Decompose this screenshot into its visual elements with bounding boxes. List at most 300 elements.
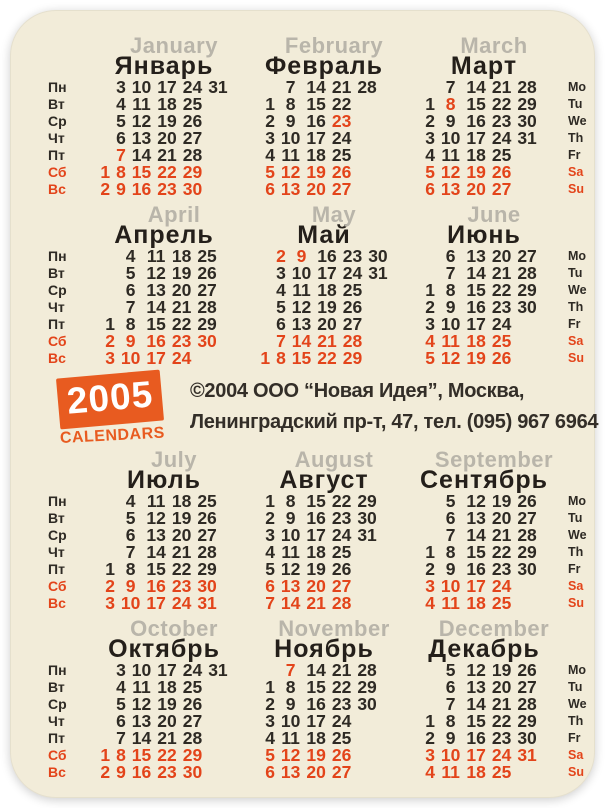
day-cell: 11 bbox=[292, 280, 311, 300]
day-cell: 10 bbox=[440, 745, 461, 765]
day-cell: 17 bbox=[157, 660, 177, 680]
day-cell: 23 bbox=[342, 246, 363, 266]
day-cell: 13 bbox=[466, 246, 486, 266]
day-cell: 9 bbox=[125, 576, 136, 596]
day-cell bbox=[220, 282, 226, 299]
day-cell: 7 bbox=[285, 660, 296, 680]
day-cell: 26 bbox=[182, 111, 203, 131]
day-cell: 3 bbox=[265, 128, 275, 148]
day-cell: 21 bbox=[491, 263, 512, 283]
day-cell: 27 bbox=[517, 677, 537, 697]
day-cell: 12 bbox=[146, 263, 166, 283]
day-cell: 19 bbox=[171, 508, 192, 528]
weekday-label-en: Fr bbox=[568, 562, 581, 576]
day-cell: 14 bbox=[131, 728, 152, 748]
weekday-label-ru: Сб bbox=[48, 333, 67, 349]
day-cell: 17 bbox=[466, 314, 486, 334]
weekday-label-ru: Сб bbox=[48, 164, 67, 180]
day-cell: 15 bbox=[466, 94, 486, 114]
day-cell: 13 bbox=[280, 762, 301, 782]
day-cell: 2 bbox=[100, 762, 111, 782]
day-cell: 11 bbox=[281, 145, 300, 165]
weekday-label-en: Mo bbox=[568, 663, 587, 677]
day-cell: 16 bbox=[131, 179, 152, 199]
day-cell bbox=[354, 96, 379, 113]
month-grid bbox=[102, 248, 226, 367]
day-cell: 20 bbox=[491, 677, 512, 697]
month-name-ru: Май bbox=[297, 221, 351, 249]
day-cell bbox=[205, 181, 230, 198]
day-cell bbox=[540, 350, 546, 367]
day-cell: 2 bbox=[100, 179, 111, 199]
day-cell: 4 bbox=[265, 145, 275, 165]
day-cell: 8 bbox=[116, 745, 126, 765]
day-cell: 10 bbox=[440, 128, 461, 148]
day-cell bbox=[380, 79, 386, 96]
day-cell: 27 bbox=[517, 246, 537, 266]
day-cell: 3 bbox=[116, 660, 126, 680]
day-cell: 3 bbox=[425, 745, 435, 765]
day-cell bbox=[540, 713, 546, 730]
weekday-label-en: Tu bbox=[568, 266, 583, 280]
day-cell: 23 bbox=[157, 762, 177, 782]
weekday-label-ru: Чт bbox=[48, 713, 65, 729]
day-cell bbox=[540, 679, 546, 696]
day-cell: 29 bbox=[342, 348, 363, 368]
day-cell: 17 bbox=[466, 576, 486, 596]
day-cell: 16 bbox=[131, 762, 152, 782]
day-cell: 4 bbox=[125, 246, 136, 266]
day-cell bbox=[220, 493, 226, 510]
day-cell: 1 bbox=[425, 94, 435, 114]
day-cell: 31 bbox=[368, 263, 388, 283]
day-cell: 6 bbox=[445, 508, 456, 528]
day-cell bbox=[365, 282, 390, 299]
month-grid bbox=[422, 248, 546, 367]
weekday-labels-en bbox=[564, 205, 598, 367]
day-cell bbox=[380, 164, 386, 181]
day-cell: 9 bbox=[445, 559, 456, 579]
day-cell: 14 bbox=[131, 145, 152, 165]
day-cell: 18 bbox=[306, 542, 326, 562]
day-cell bbox=[257, 282, 273, 299]
month-week-row bbox=[97, 764, 230, 781]
day-cell bbox=[194, 350, 219, 367]
day-cell: 12 bbox=[466, 660, 486, 680]
day-cell bbox=[102, 493, 118, 510]
month-grid bbox=[422, 493, 546, 612]
day-cell bbox=[205, 713, 230, 730]
day-cell bbox=[102, 265, 118, 282]
day-cell: 25 bbox=[491, 145, 512, 165]
weekday-label-ru: Вт bbox=[48, 510, 65, 526]
weekday-label-en: Sa bbox=[568, 334, 584, 348]
day-cell: 2 bbox=[425, 297, 435, 317]
day-cell: 10 bbox=[291, 263, 312, 283]
day-cell: 3 bbox=[105, 593, 115, 613]
day-cell: 23 bbox=[331, 508, 352, 528]
day-cell: 31 bbox=[208, 660, 228, 680]
day-cell bbox=[205, 96, 230, 113]
month-name-en: July bbox=[150, 447, 198, 472]
day-cell: 8 bbox=[445, 711, 456, 731]
weekday-label-en: Tu bbox=[568, 680, 583, 694]
day-cell: 24 bbox=[171, 348, 192, 368]
day-cell bbox=[380, 730, 386, 747]
day-cell bbox=[220, 248, 226, 265]
day-cell: 11 bbox=[441, 331, 460, 351]
weekday-label-en: Sa bbox=[568, 748, 584, 762]
day-cell: 6 bbox=[265, 762, 275, 782]
day-cell: 4 bbox=[116, 94, 126, 114]
day-cell: 24 bbox=[182, 660, 203, 680]
month-name-ru: Октябрь bbox=[108, 635, 220, 663]
day-cell bbox=[540, 130, 546, 147]
calendar-card bbox=[10, 10, 599, 798]
day-cell: 22 bbox=[491, 94, 512, 114]
day-cell bbox=[205, 130, 230, 147]
month-week-row bbox=[102, 595, 226, 612]
day-cell: 23 bbox=[491, 297, 512, 317]
weekday-labels-ru bbox=[48, 36, 84, 198]
month-grid bbox=[97, 662, 230, 781]
day-cell bbox=[540, 493, 546, 510]
day-cell: 1 bbox=[265, 491, 275, 511]
day-cell bbox=[102, 248, 118, 265]
day-cell: 2 bbox=[265, 508, 275, 528]
months-row bbox=[84, 33, 564, 199]
month-name-ru: Декабрь bbox=[428, 635, 540, 663]
day-cell: 5 bbox=[265, 559, 275, 579]
day-cell: 26 bbox=[491, 162, 512, 182]
day-cell: 18 bbox=[466, 145, 486, 165]
weekday-label-ru: Сб bbox=[48, 747, 67, 763]
day-cell: 22 bbox=[331, 491, 352, 511]
day-cell: 31 bbox=[208, 77, 228, 97]
day-cell bbox=[257, 299, 273, 316]
day-cell: 12 bbox=[280, 559, 301, 579]
day-cell: 19 bbox=[157, 111, 177, 131]
month-november bbox=[244, 616, 404, 782]
day-cell: 30 bbox=[357, 694, 377, 714]
day-cell: 29 bbox=[517, 280, 537, 300]
day-cell: 23 bbox=[171, 576, 192, 596]
day-cell: 24 bbox=[491, 128, 512, 148]
day-cell: 14 bbox=[466, 525, 486, 545]
day-cell: 20 bbox=[157, 711, 177, 731]
year-badge-plate bbox=[56, 370, 164, 430]
day-cell bbox=[354, 764, 379, 781]
day-cell: 19 bbox=[466, 162, 486, 182]
day-cell bbox=[205, 679, 230, 696]
day-cell: 22 bbox=[491, 711, 512, 731]
day-cell: 5 bbox=[116, 694, 126, 714]
day-cell: 15 bbox=[306, 94, 326, 114]
day-cell: 22 bbox=[157, 745, 177, 765]
day-cell bbox=[257, 316, 273, 333]
month-name-en: March bbox=[460, 33, 528, 58]
day-cell bbox=[540, 248, 546, 265]
day-cell: 25 bbox=[491, 331, 512, 351]
day-cell: 11 bbox=[146, 491, 166, 511]
day-cell: 22 bbox=[171, 559, 192, 579]
day-cell: 12 bbox=[146, 508, 166, 528]
day-cell: 15 bbox=[131, 162, 152, 182]
weekday-label-en: Th bbox=[568, 545, 584, 559]
day-cell: 16 bbox=[466, 728, 486, 748]
day-cell: 5 bbox=[265, 162, 275, 182]
day-cell bbox=[540, 299, 546, 316]
weekday-label-ru: Пт bbox=[48, 316, 65, 332]
day-cell: 28 bbox=[357, 660, 377, 680]
weekday-label-en: We bbox=[568, 528, 587, 542]
day-cell: 14 bbox=[466, 694, 486, 714]
day-cell: 3 bbox=[265, 711, 275, 731]
day-cell: 1 bbox=[105, 314, 115, 334]
day-cell: 15 bbox=[306, 677, 326, 697]
month-grid bbox=[262, 662, 386, 781]
day-cell bbox=[540, 79, 546, 96]
weekday-label-ru: Вт bbox=[48, 96, 65, 112]
day-cell: 6 bbox=[116, 128, 126, 148]
day-cell: 16 bbox=[306, 508, 326, 528]
day-cell: 16 bbox=[306, 694, 326, 714]
day-cell: 25 bbox=[491, 593, 512, 613]
day-cell: 23 bbox=[491, 559, 512, 579]
day-cell bbox=[540, 595, 546, 612]
day-cell: 13 bbox=[280, 179, 301, 199]
day-cell: 12 bbox=[466, 491, 486, 511]
day-cell: 18 bbox=[171, 246, 192, 266]
day-cell bbox=[514, 147, 539, 164]
month-grid bbox=[422, 79, 546, 198]
day-cell bbox=[354, 181, 379, 198]
month-week-row bbox=[102, 350, 226, 367]
day-cell: 20 bbox=[306, 762, 326, 782]
day-cell: 6 bbox=[125, 280, 136, 300]
day-cell bbox=[380, 662, 386, 679]
day-cell: 29 bbox=[517, 711, 537, 731]
day-cell: 28 bbox=[342, 331, 363, 351]
day-cell: 7 bbox=[445, 263, 456, 283]
day-cell: 13 bbox=[131, 128, 152, 148]
day-cell: 11 bbox=[441, 762, 460, 782]
day-cell: 3 bbox=[425, 576, 435, 596]
weekday-label-ru: Ср bbox=[48, 696, 67, 712]
day-cell bbox=[540, 333, 546, 350]
weekday-label-ru: Ср bbox=[48, 527, 67, 543]
day-cell bbox=[380, 130, 386, 147]
day-cell: 8 bbox=[276, 348, 286, 368]
day-cell bbox=[365, 333, 390, 350]
month-february bbox=[244, 33, 404, 199]
day-cell bbox=[540, 561, 546, 578]
month-week-row bbox=[422, 181, 546, 198]
day-cell: 22 bbox=[331, 94, 352, 114]
weekday-label-ru: Чт bbox=[48, 130, 65, 146]
day-cell bbox=[540, 316, 546, 333]
day-cell: 26 bbox=[182, 694, 203, 714]
day-cell: 1 bbox=[425, 711, 435, 731]
day-cell: 9 bbox=[285, 111, 296, 131]
day-cell: 25 bbox=[331, 542, 352, 562]
day-cell bbox=[380, 578, 386, 595]
day-cell: 14 bbox=[466, 77, 486, 97]
day-cell: 25 bbox=[197, 246, 217, 266]
day-cell: 4 bbox=[425, 331, 435, 351]
weekday-labels-ru bbox=[48, 205, 84, 367]
day-cell: 11 bbox=[132, 94, 151, 114]
day-cell: 6 bbox=[425, 179, 435, 199]
day-cell: 26 bbox=[331, 745, 352, 765]
day-cell: 26 bbox=[491, 348, 512, 368]
day-cell: 21 bbox=[171, 297, 192, 317]
months-row bbox=[84, 616, 564, 782]
weekday-label-ru: Ср bbox=[48, 282, 67, 298]
day-cell bbox=[354, 713, 379, 730]
day-cell: 30 bbox=[517, 559, 537, 579]
day-cell bbox=[540, 730, 546, 747]
day-cell: 13 bbox=[146, 525, 166, 545]
day-cell bbox=[380, 113, 386, 130]
day-cell: 28 bbox=[517, 694, 537, 714]
weekday-label-en: Sa bbox=[568, 165, 584, 179]
day-cell bbox=[205, 113, 230, 130]
day-cell: 29 bbox=[182, 162, 203, 182]
day-cell: 27 bbox=[491, 179, 512, 199]
day-cell: 8 bbox=[285, 677, 296, 697]
day-cell bbox=[380, 544, 386, 561]
day-cell: 24 bbox=[331, 525, 352, 545]
day-cell bbox=[514, 350, 539, 367]
day-cell: 13 bbox=[466, 508, 486, 528]
day-cell: 12 bbox=[440, 348, 461, 368]
publisher-line2: Ленинградский пр-т, 47, тел. (095) 967 6964 bbox=[190, 411, 599, 433]
day-cell bbox=[380, 764, 386, 781]
day-cell: 28 bbox=[331, 593, 352, 613]
day-cell: 12 bbox=[131, 694, 152, 714]
day-cell: 7 bbox=[445, 525, 456, 545]
day-cell bbox=[220, 561, 226, 578]
day-cell: 22 bbox=[491, 280, 512, 300]
day-cell: 4 bbox=[425, 593, 435, 613]
day-cell: 17 bbox=[306, 525, 326, 545]
day-cell bbox=[257, 248, 273, 265]
day-cell: 25 bbox=[331, 145, 352, 165]
day-cell: 29 bbox=[517, 542, 537, 562]
day-cell: 27 bbox=[331, 179, 352, 199]
day-cell: 8 bbox=[116, 162, 126, 182]
day-cell: 5 bbox=[445, 491, 456, 511]
day-cell: 10 bbox=[440, 314, 461, 334]
day-cell: 6 bbox=[265, 576, 275, 596]
day-cell bbox=[220, 333, 226, 350]
weekday-label-en: Su bbox=[568, 182, 584, 196]
day-cell: 10 bbox=[280, 525, 301, 545]
day-cell: 19 bbox=[306, 745, 326, 765]
day-cell bbox=[354, 130, 379, 147]
month-grid bbox=[102, 493, 226, 612]
month-january bbox=[84, 33, 244, 199]
day-cell: 19 bbox=[491, 660, 512, 680]
day-cell: 19 bbox=[306, 559, 326, 579]
day-cell bbox=[220, 595, 226, 612]
day-cell bbox=[205, 164, 230, 181]
day-cell: 19 bbox=[317, 297, 337, 317]
day-cell: 29 bbox=[357, 677, 377, 697]
month-name-ru: Сентябрь bbox=[420, 466, 548, 494]
day-cell bbox=[220, 299, 226, 316]
day-cell: 14 bbox=[146, 297, 166, 317]
day-cell: 24 bbox=[331, 128, 352, 148]
day-cell: 28 bbox=[517, 525, 537, 545]
weekday-label-en: Th bbox=[568, 300, 584, 314]
weekday-labels-ru bbox=[48, 450, 84, 612]
day-cell bbox=[354, 747, 379, 764]
day-cell: 7 bbox=[445, 77, 456, 97]
day-cell: 26 bbox=[342, 297, 363, 317]
day-cell: 2 bbox=[265, 111, 275, 131]
day-cell bbox=[514, 578, 539, 595]
day-cell: 5 bbox=[125, 508, 136, 528]
weekday-label-ru: Сб bbox=[48, 578, 67, 594]
day-cell: 26 bbox=[331, 162, 352, 182]
day-cell: 17 bbox=[146, 348, 166, 368]
month-week-row bbox=[257, 350, 390, 367]
month-week-row bbox=[262, 595, 386, 612]
month-name-ru: Январь bbox=[114, 52, 214, 80]
day-cell: 21 bbox=[491, 77, 512, 97]
day-cell: 23 bbox=[331, 111, 352, 131]
day-cell: 27 bbox=[182, 711, 203, 731]
day-cell: 20 bbox=[466, 179, 486, 199]
day-cell: 12 bbox=[280, 162, 301, 182]
month-october bbox=[84, 616, 244, 782]
day-cell: 10 bbox=[280, 711, 301, 731]
day-cell: 6 bbox=[116, 711, 126, 731]
day-cell: 27 bbox=[331, 762, 352, 782]
month-name-ru: Март bbox=[450, 52, 518, 80]
month-grid bbox=[422, 662, 546, 781]
day-cell bbox=[422, 493, 438, 510]
day-cell: 9 bbox=[116, 179, 126, 199]
day-cell: 14 bbox=[466, 263, 486, 283]
month-grid bbox=[97, 79, 230, 198]
day-cell bbox=[540, 747, 546, 764]
day-cell: 20 bbox=[306, 179, 326, 199]
day-cell: 23 bbox=[157, 179, 177, 199]
day-cell: 30 bbox=[517, 728, 537, 748]
day-cell: 20 bbox=[491, 508, 512, 528]
month-name-en: August bbox=[294, 447, 374, 472]
year-badge bbox=[58, 374, 176, 448]
day-cell: 3 bbox=[425, 314, 435, 334]
day-cell: 18 bbox=[306, 728, 326, 748]
day-cell: 11 bbox=[441, 593, 460, 613]
weekday-label-ru: Пт bbox=[48, 561, 65, 577]
weekday-label-ru: Вт bbox=[48, 679, 65, 695]
day-cell bbox=[422, 679, 438, 696]
month-week-row bbox=[422, 350, 546, 367]
day-cell: 6 bbox=[125, 525, 136, 545]
day-cell: 18 bbox=[157, 677, 177, 697]
day-cell: 18 bbox=[466, 762, 486, 782]
day-cell: 30 bbox=[197, 331, 217, 351]
day-cell: 20 bbox=[317, 314, 337, 334]
day-cell: 25 bbox=[182, 677, 203, 697]
day-cell bbox=[540, 265, 546, 282]
weekday-label-en: Mo bbox=[568, 249, 587, 263]
